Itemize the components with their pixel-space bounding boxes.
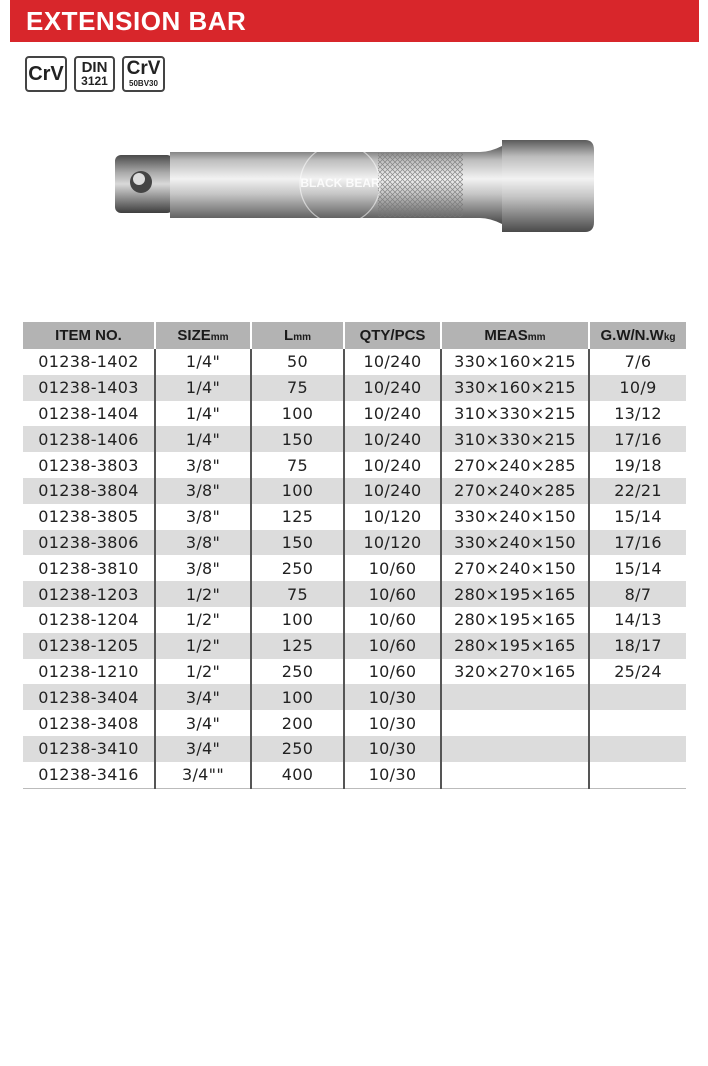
table-cell: 10/240 <box>344 349 441 375</box>
table-cell: 10/240 <box>344 375 441 401</box>
knurled-grip <box>378 153 463 217</box>
table-cell: 01238-3803 <box>38 455 139 475</box>
table-cell: 3/8" <box>155 478 251 504</box>
column-header <box>23 322 155 349</box>
table-cell: 17/16 <box>589 530 686 556</box>
table-cell <box>441 736 589 762</box>
table-cell: 3/8" <box>155 555 251 581</box>
table-cell: 330×160×215 <box>441 375 589 401</box>
table-cell: 01238-1404 <box>38 403 139 423</box>
table-cell: 280×195×165 <box>441 581 589 607</box>
table-row <box>23 633 686 659</box>
column-header-unit: kg <box>663 332 676 343</box>
table-cell: 330×240×150 <box>441 530 589 556</box>
table-cell: 10/30 <box>344 684 441 710</box>
table-cell: 3/4" <box>155 684 251 710</box>
spec-table <box>23 322 686 789</box>
table-cell: 1/4" <box>155 401 251 427</box>
table-row <box>23 452 686 478</box>
column-header <box>344 322 441 349</box>
table-cell: 100 <box>251 684 344 710</box>
table-row <box>23 555 686 581</box>
table-cell: 01238-1403 <box>23 375 155 401</box>
table-cell: 15/14 <box>589 504 686 530</box>
table-row <box>23 349 686 375</box>
table-cell: 22/21 <box>589 478 686 504</box>
table-cell: 3/4"" <box>155 762 251 788</box>
column-header-label: SIZE <box>177 327 211 344</box>
table-header-row <box>23 322 686 349</box>
table-cell: 01238-3804 <box>23 478 155 504</box>
table-cell: 310×330×215 <box>441 426 589 452</box>
table-cell <box>441 684 589 710</box>
table-row <box>23 607 686 633</box>
column-header-unit: mm <box>210 332 229 343</box>
column-header-label: QTY/PCS <box>359 327 426 344</box>
table-cell: 10/60 <box>344 633 441 659</box>
column-header-label: L <box>284 327 294 344</box>
crv-50bv30-badge <box>122 56 165 92</box>
column-header-label: MEAS <box>484 327 528 344</box>
table-cell: 7/6 <box>589 349 686 375</box>
table-cell: 8/7 <box>589 581 686 607</box>
table-cell: 100 <box>251 478 344 504</box>
table-cell: 3/8" <box>155 530 251 556</box>
page-title: EXTENSION BAR <box>26 6 247 36</box>
table-cell: 25/24 <box>589 659 686 685</box>
brand-text: BLACK BEAR <box>300 176 380 190</box>
table-cell: 100 <box>251 607 344 633</box>
table-cell: 01238-3805 <box>38 507 139 527</box>
table-cell <box>589 762 686 788</box>
crv-50bv30-badge-bottom: 50BV30 <box>129 79 158 88</box>
table-cell <box>589 710 686 736</box>
table-cell: 01238-3410 <box>23 736 155 762</box>
table-cell: 50 <box>251 349 344 375</box>
table-row <box>23 659 686 685</box>
table-cell: 01238-1204 <box>38 610 139 630</box>
table-row <box>23 736 686 762</box>
table-cell: 1/2" <box>155 659 251 685</box>
table-cell: 10/240 <box>344 478 441 504</box>
crv-badge-label: CrV <box>28 63 64 85</box>
table-cell: 19/18 <box>589 452 686 478</box>
table-row <box>23 401 686 427</box>
table-cell: 1/4" <box>155 349 251 375</box>
crv-badge <box>25 56 67 92</box>
table-cell: 01238-1205 <box>23 633 155 659</box>
table-cell: 150 <box>251 426 344 452</box>
table-cell: 10/30 <box>344 710 441 736</box>
table-cell: 125 <box>251 633 344 659</box>
socket-end <box>502 140 594 232</box>
table-cell: 250 <box>251 555 344 581</box>
table-cell: 400 <box>251 762 344 788</box>
table-cell: 17/16 <box>589 426 686 452</box>
table-cell: 75 <box>251 375 344 401</box>
header-bar <box>10 0 699 42</box>
table-cell: 280×195×165 <box>441 633 589 659</box>
table-cell: 10/120 <box>344 504 441 530</box>
table-cell: 10/60 <box>344 607 441 633</box>
column-header <box>251 322 344 349</box>
table-cell: 1/2" <box>155 633 251 659</box>
table-cell: 18/17 <box>589 633 686 659</box>
table-cell: 10/30 <box>344 736 441 762</box>
table-body <box>23 349 686 788</box>
table-cell: 01238-3810 <box>38 558 139 578</box>
table-cell: 1/4" <box>155 426 251 452</box>
table-cell: 01238-1210 <box>38 661 139 681</box>
table-cell: 1/2" <box>155 581 251 607</box>
table-cell: 3/4" <box>155 736 251 762</box>
table-cell: 10/60 <box>344 581 441 607</box>
table-cell: 10/240 <box>344 452 441 478</box>
crv-50bv30-badge-top: CrV <box>126 58 161 79</box>
table-row <box>23 504 686 530</box>
table-cell <box>441 710 589 736</box>
table-cell: 10/60 <box>344 659 441 685</box>
table-cell: 3/8" <box>155 504 251 530</box>
table-cell: 250 <box>251 659 344 685</box>
table-row <box>23 684 686 710</box>
table-cell <box>589 684 686 710</box>
table-row <box>23 375 686 401</box>
table-cell: 01238-3404 <box>23 684 155 710</box>
table-cell: 270×240×285 <box>441 452 589 478</box>
table-cell: 310×330×215 <box>441 401 589 427</box>
table-cell: 100 <box>251 401 344 427</box>
table-cell: 10/9 <box>589 375 686 401</box>
table-cell: 1/2" <box>155 607 251 633</box>
table-row <box>23 530 686 556</box>
table-cell: 10/60 <box>344 555 441 581</box>
table-cell <box>589 736 686 762</box>
table-cell: 250 <box>251 736 344 762</box>
table-cell: 10/30 <box>344 762 441 788</box>
table-cell: 270×240×150 <box>441 555 589 581</box>
column-header-unit: mm <box>527 332 546 343</box>
table-cell: 3/8" <box>155 452 251 478</box>
column-header <box>155 322 251 349</box>
table-cell: 13/12 <box>589 401 686 427</box>
table-cell: 15/14 <box>589 555 686 581</box>
table-cell: 75 <box>251 452 344 478</box>
table-cell: 320×270×165 <box>441 659 589 685</box>
table-cell: 280×195×165 <box>441 607 589 633</box>
table-row <box>23 762 686 788</box>
column-header <box>441 322 589 349</box>
table-cell: 10/120 <box>344 530 441 556</box>
column-header <box>589 322 686 349</box>
din-badge <box>74 56 115 92</box>
table-row <box>23 478 686 504</box>
column-header-label: ITEM NO. <box>55 327 122 344</box>
table-cell: 270×240×285 <box>441 478 589 504</box>
column-header-unit: mm <box>293 332 311 343</box>
table-cell: 01238-1203 <box>23 581 155 607</box>
table-cell: 01238-1402 <box>38 352 139 372</box>
table-cell: 75 <box>251 581 344 607</box>
table-cell: 01238-1406 <box>23 426 155 452</box>
table-row <box>23 581 686 607</box>
table-cell: 01238-3408 <box>38 713 139 733</box>
table-row <box>23 426 686 452</box>
din-badge-top: DIN <box>81 59 108 76</box>
table-cell: 01238-3806 <box>23 530 155 556</box>
column-header-label: G.W/N.W <box>600 327 664 344</box>
din-badge-bottom: 3121 <box>81 74 108 88</box>
table-cell: 01238-3416 <box>23 762 155 788</box>
table-cell: 150 <box>251 530 344 556</box>
table-cell: 125 <box>251 504 344 530</box>
table-row <box>23 710 686 736</box>
table-cell: 3/4" <box>155 710 251 736</box>
table-cell: 10/240 <box>344 426 441 452</box>
extension-bar-image <box>110 132 595 242</box>
table-cell: 330×160×215 <box>441 349 589 375</box>
table-cell: 10/240 <box>344 401 441 427</box>
table-cell <box>441 762 589 788</box>
table-cell: 330×240×150 <box>441 504 589 530</box>
table-cell: 1/4" <box>155 375 251 401</box>
table-cell: 14/13 <box>589 607 686 633</box>
table-cell: 200 <box>251 710 344 736</box>
